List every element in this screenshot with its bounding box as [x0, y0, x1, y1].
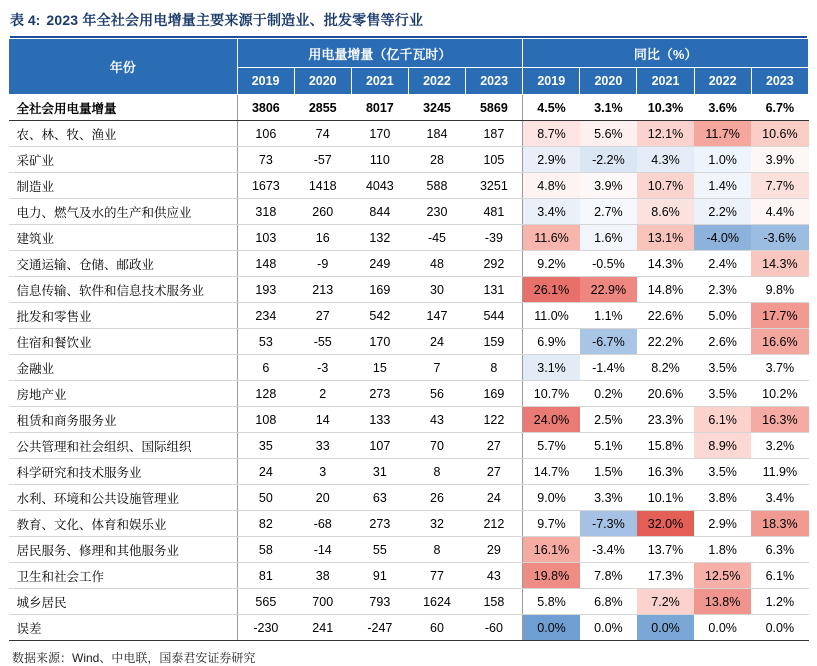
- cell-yoy-2020: 3.1%: [580, 95, 637, 121]
- cell-volume-2019: 193: [237, 277, 294, 303]
- header-row-groups: [9, 39, 809, 68]
- cell-volume-2022: 8: [408, 459, 465, 485]
- cell-volume-2020: 213: [294, 277, 351, 303]
- table-row: [9, 121, 809, 147]
- cell-volume-2019: 565: [237, 589, 294, 615]
- cell-yoy-2019: 4.8%: [523, 173, 580, 199]
- cell-yoy-2019: 3.4%: [523, 199, 580, 225]
- cell-yoy-2023: 10.6%: [751, 121, 808, 147]
- cell-yoy-2021: 10.3%: [637, 95, 694, 121]
- cell-yoy-2022: 11.7%: [694, 121, 751, 147]
- table-row: [9, 277, 809, 303]
- cell-volume-2022: 7: [408, 355, 465, 381]
- cell-volume-2020: -9: [294, 251, 351, 277]
- cell-yoy-2022: 3.5%: [694, 355, 751, 381]
- cell-yoy-2023: 18.3%: [751, 511, 808, 537]
- table-header: [9, 39, 809, 95]
- table-row: [9, 615, 809, 641]
- cell-yoy-2021: 23.3%: [637, 407, 694, 433]
- table-row: [9, 173, 809, 199]
- row-industry-name: 居民服务、修理和其他服务业: [9, 537, 238, 563]
- cell-volume-2021: 31: [351, 459, 408, 485]
- cell-volume-2019: 148: [237, 251, 294, 277]
- row-industry-name: 金融业: [9, 355, 238, 381]
- row-industry-name: 住宿和餐饮业: [9, 329, 238, 355]
- cell-volume-2021: 273: [351, 511, 408, 537]
- cell-yoy-2022: 12.5%: [694, 563, 751, 589]
- cell-volume-2019: 58: [237, 537, 294, 563]
- table-title: [8, 10, 809, 36]
- cell-volume-2020: 14: [294, 407, 351, 433]
- electricity-growth-table: [8, 38, 809, 641]
- cell-yoy-2020: 2.7%: [580, 199, 637, 225]
- cell-volume-2021: 273: [351, 381, 408, 407]
- cell-volume-2023: 158: [466, 589, 523, 615]
- cell-yoy-2023: 7.7%: [751, 173, 808, 199]
- cell-yoy-2023: 0.0%: [751, 615, 808, 641]
- cell-volume-2020: 700: [294, 589, 351, 615]
- table-row: [9, 433, 809, 459]
- cell-volume-2023: 27: [466, 433, 523, 459]
- cell-yoy-2020: 2.5%: [580, 407, 637, 433]
- row-industry-name: 租赁和商务服务业: [9, 407, 238, 433]
- cell-volume-2022: 8: [408, 537, 465, 563]
- cell-volume-2021: 132: [351, 225, 408, 251]
- cell-yoy-2020: -6.7%: [580, 329, 637, 355]
- cell-yoy-2020: 5.6%: [580, 121, 637, 147]
- cell-yoy-2022: 2.2%: [694, 199, 751, 225]
- cell-volume-2023: 105: [466, 147, 523, 173]
- row-industry-name: 水利、环境和公共设施管理业: [9, 485, 238, 511]
- cell-volume-2019: 6: [237, 355, 294, 381]
- row-industry-name: 建筑业: [9, 225, 238, 251]
- row-industry-name: 科学研究和技术服务业: [9, 459, 238, 485]
- cell-volume-2023: 169: [466, 381, 523, 407]
- cell-yoy-2022: -4.0%: [694, 225, 751, 251]
- cell-volume-2020: 241: [294, 615, 351, 641]
- cell-yoy-2023: 3.7%: [751, 355, 808, 381]
- cell-volume-2023: 159: [466, 329, 523, 355]
- cell-volume-2020: -55: [294, 329, 351, 355]
- cell-yoy-2020: 22.9%: [580, 277, 637, 303]
- cell-yoy-2021: 32.0%: [637, 511, 694, 537]
- cell-yoy-2020: -3.4%: [580, 537, 637, 563]
- cell-volume-2021: 249: [351, 251, 408, 277]
- cell-volume-2020: 1418: [294, 173, 351, 199]
- cell-yoy-2023: -3.6%: [751, 225, 808, 251]
- cell-yoy-2023: 11.9%: [751, 459, 808, 485]
- cell-yoy-2023: 6.7%: [751, 95, 808, 121]
- cell-volume-2022: 230: [408, 199, 465, 225]
- cell-yoy-2020: 0.2%: [580, 381, 637, 407]
- cell-yoy-2020: 1.1%: [580, 303, 637, 329]
- header-volume-2021: 2021: [351, 68, 408, 95]
- cell-yoy-2019: 4.5%: [523, 95, 580, 121]
- cell-yoy-2022: 3.5%: [694, 381, 751, 407]
- cell-volume-2020: 16: [294, 225, 351, 251]
- cell-volume-2019: 103: [237, 225, 294, 251]
- header-volume-2023: 2023: [466, 68, 523, 95]
- cell-volume-2022: 56: [408, 381, 465, 407]
- table-row: [9, 225, 809, 251]
- cell-volume-2020: 20: [294, 485, 351, 511]
- cell-volume-2023: 24: [466, 485, 523, 511]
- cell-yoy-2022: 3.6%: [694, 95, 751, 121]
- cell-volume-2019: 318: [237, 199, 294, 225]
- header-volume-2019: 2019: [237, 68, 294, 95]
- cell-volume-2023: 131: [466, 277, 523, 303]
- cell-volume-2023: 27: [466, 459, 523, 485]
- cell-yoy-2019: 26.1%: [523, 277, 580, 303]
- cell-yoy-2019: 11.6%: [523, 225, 580, 251]
- table-row: [9, 537, 809, 563]
- table-row: [9, 329, 809, 355]
- cell-yoy-2022: 3.5%: [694, 459, 751, 485]
- cell-volume-2022: 1624: [408, 589, 465, 615]
- cell-yoy-2020: 1.6%: [580, 225, 637, 251]
- cell-yoy-2021: 14.3%: [637, 251, 694, 277]
- cell-yoy-2023: 1.2%: [751, 589, 808, 615]
- row-industry-name: 采矿业: [9, 147, 238, 173]
- cell-volume-2021: -247: [351, 615, 408, 641]
- table-row: [9, 251, 809, 277]
- cell-volume-2021: 15: [351, 355, 408, 381]
- cell-yoy-2022: 3.8%: [694, 485, 751, 511]
- cell-volume-2020: 38: [294, 563, 351, 589]
- cell-yoy-2023: 3.4%: [751, 485, 808, 511]
- table-row: [9, 147, 809, 173]
- cell-volume-2020: -57: [294, 147, 351, 173]
- cell-yoy-2019: 6.9%: [523, 329, 580, 355]
- cell-volume-2021: 63: [351, 485, 408, 511]
- cell-yoy-2020: -2.2%: [580, 147, 637, 173]
- cell-yoy-2023: 16.6%: [751, 329, 808, 355]
- cell-yoy-2021: 20.6%: [637, 381, 694, 407]
- cell-yoy-2022: 1.8%: [694, 537, 751, 563]
- cell-volume-2021: 793: [351, 589, 408, 615]
- cell-volume-2022: 184: [408, 121, 465, 147]
- cell-volume-2021: 55: [351, 537, 408, 563]
- cell-yoy-2019: 16.1%: [523, 537, 580, 563]
- cell-yoy-2019: 24.0%: [523, 407, 580, 433]
- cell-volume-2021: 91: [351, 563, 408, 589]
- row-industry-name: 卫生和社会工作: [9, 563, 238, 589]
- table-container: [8, 38, 809, 641]
- header-volume-2022: 2022: [408, 68, 465, 95]
- row-industry-name: 公共管理和社会组织、国际组织: [9, 433, 238, 459]
- cell-volume-2021: 844: [351, 199, 408, 225]
- cell-volume-2022: 60: [408, 615, 465, 641]
- cell-volume-2021: 170: [351, 121, 408, 147]
- cell-volume-2019: 81: [237, 563, 294, 589]
- cell-yoy-2020: -1.4%: [580, 355, 637, 381]
- cell-yoy-2020: 3.3%: [580, 485, 637, 511]
- cell-volume-2021: 542: [351, 303, 408, 329]
- row-industry-name: 电力、燃气及水的生产和供应业: [9, 199, 238, 225]
- cell-volume-2019: 128: [237, 381, 294, 407]
- header-yoy-2022: 2022: [694, 68, 751, 95]
- cell-volume-2020: 3: [294, 459, 351, 485]
- cell-volume-2020: 2: [294, 381, 351, 407]
- cell-yoy-2020: 7.8%: [580, 563, 637, 589]
- cell-volume-2019: 82: [237, 511, 294, 537]
- table-body: [9, 95, 809, 641]
- cell-yoy-2019: 8.7%: [523, 121, 580, 147]
- cell-volume-2020: 27: [294, 303, 351, 329]
- cell-volume-2023: 187: [466, 121, 523, 147]
- cell-yoy-2021: 22.6%: [637, 303, 694, 329]
- cell-volume-2019: 1673: [237, 173, 294, 199]
- cell-volume-2019: 50: [237, 485, 294, 511]
- cell-yoy-2021: 10.7%: [637, 173, 694, 199]
- cell-yoy-2019: 2.9%: [523, 147, 580, 173]
- cell-volume-2022: -45: [408, 225, 465, 251]
- cell-yoy-2021: 15.8%: [637, 433, 694, 459]
- cell-yoy-2022: 8.9%: [694, 433, 751, 459]
- cell-volume-2021: 133: [351, 407, 408, 433]
- cell-yoy-2019: 19.8%: [523, 563, 580, 589]
- table-row: [9, 381, 809, 407]
- cell-yoy-2019: 0.0%: [523, 615, 580, 641]
- cell-volume-2023: 43: [466, 563, 523, 589]
- header-yoy-2021: 2021: [637, 68, 694, 95]
- source-note: 数据来源：Wind、中电联，国泰君安证券研究: [12, 651, 256, 665]
- cell-volume-2020: -14: [294, 537, 351, 563]
- cell-yoy-2023: 9.8%: [751, 277, 808, 303]
- cell-volume-2023: 212: [466, 511, 523, 537]
- cell-volume-2023: 544: [466, 303, 523, 329]
- cell-yoy-2019: 3.1%: [523, 355, 580, 381]
- cell-yoy-2019: 5.8%: [523, 589, 580, 615]
- cell-yoy-2023: 3.2%: [751, 433, 808, 459]
- cell-yoy-2021: 8.2%: [637, 355, 694, 381]
- cell-volume-2023: 3251: [466, 173, 523, 199]
- cell-volume-2022: 28: [408, 147, 465, 173]
- cell-yoy-2023: 16.3%: [751, 407, 808, 433]
- cell-yoy-2021: 10.1%: [637, 485, 694, 511]
- table-row: [9, 511, 809, 537]
- cell-yoy-2019: 9.0%: [523, 485, 580, 511]
- cell-volume-2019: 234: [237, 303, 294, 329]
- cell-yoy-2023: 10.2%: [751, 381, 808, 407]
- cell-volume-2019: 3806: [237, 95, 294, 121]
- header-volume-2020: 2020: [294, 68, 351, 95]
- cell-volume-2022: 48: [408, 251, 465, 277]
- cell-volume-2022: 588: [408, 173, 465, 199]
- cell-yoy-2020: -7.3%: [580, 511, 637, 537]
- cell-yoy-2022: 5.0%: [694, 303, 751, 329]
- cell-volume-2023: 29: [466, 537, 523, 563]
- table-row: [9, 303, 809, 329]
- cell-volume-2019: 108: [237, 407, 294, 433]
- cell-volume-2019: 73: [237, 147, 294, 173]
- row-industry-name: 房地产业: [9, 381, 238, 407]
- cell-yoy-2021: 8.6%: [637, 199, 694, 225]
- cell-yoy-2021: 13.7%: [637, 537, 694, 563]
- row-industry-name: 全社会用电量增量: [9, 95, 238, 121]
- cell-yoy-2020: 1.5%: [580, 459, 637, 485]
- cell-yoy-2021: 4.3%: [637, 147, 694, 173]
- cell-volume-2022: 24: [408, 329, 465, 355]
- cell-volume-2019: 106: [237, 121, 294, 147]
- cell-yoy-2022: 1.0%: [694, 147, 751, 173]
- cell-volume-2021: 170: [351, 329, 408, 355]
- cell-yoy-2019: 9.7%: [523, 511, 580, 537]
- cell-volume-2020: 260: [294, 199, 351, 225]
- cell-yoy-2022: 2.4%: [694, 251, 751, 277]
- header-yoy-2023: 2023: [751, 68, 808, 95]
- row-industry-name: 批发和零售业: [9, 303, 238, 329]
- cell-volume-2019: -230: [237, 615, 294, 641]
- cell-yoy-2023: 17.7%: [751, 303, 808, 329]
- row-industry-name: 制造业: [9, 173, 238, 199]
- table-row: [9, 459, 809, 485]
- cell-volume-2021: 169: [351, 277, 408, 303]
- cell-volume-2023: -39: [466, 225, 523, 251]
- cell-yoy-2020: 3.9%: [580, 173, 637, 199]
- table-row: [9, 563, 809, 589]
- cell-volume-2023: 8: [466, 355, 523, 381]
- table-row: [9, 407, 809, 433]
- table-title-label: 表 4:: [10, 12, 41, 28]
- cell-yoy-2021: 7.2%: [637, 589, 694, 615]
- cell-volume-2022: 32: [408, 511, 465, 537]
- table-row: [9, 485, 809, 511]
- cell-yoy-2023: 4.4%: [751, 199, 808, 225]
- cell-yoy-2021: 12.1%: [637, 121, 694, 147]
- table-row: [9, 355, 809, 381]
- cell-volume-2022: 30: [408, 277, 465, 303]
- header-yoy-2019: 2019: [523, 68, 580, 95]
- cell-volume-2019: 53: [237, 329, 294, 355]
- cell-yoy-2021: 22.2%: [637, 329, 694, 355]
- row-industry-name: 信息传输、软件和信息技术服务业: [9, 277, 238, 303]
- cell-volume-2020: 33: [294, 433, 351, 459]
- cell-volume-2023: -60: [466, 615, 523, 641]
- cell-yoy-2022: 1.4%: [694, 173, 751, 199]
- table-title-text: 2023 年全社会用电增量主要来源于制造业、批发零售等行业: [46, 12, 424, 28]
- header-year-col: 年份: [9, 39, 238, 95]
- cell-yoy-2019: 10.7%: [523, 381, 580, 407]
- cell-yoy-2021: 17.3%: [637, 563, 694, 589]
- cell-volume-2020: 74: [294, 121, 351, 147]
- cell-yoy-2022: 2.3%: [694, 277, 751, 303]
- cell-volume-2022: 3245: [408, 95, 465, 121]
- cell-yoy-2023: 6.3%: [751, 537, 808, 563]
- cell-yoy-2022: 2.6%: [694, 329, 751, 355]
- cell-yoy-2022: 2.9%: [694, 511, 751, 537]
- cell-volume-2022: 77: [408, 563, 465, 589]
- cell-yoy-2020: -0.5%: [580, 251, 637, 277]
- table-row: [9, 589, 809, 615]
- row-industry-name: 交通运输、仓储、邮政业: [9, 251, 238, 277]
- cell-volume-2022: 26: [408, 485, 465, 511]
- cell-volume-2023: 481: [466, 199, 523, 225]
- cell-yoy-2021: 14.8%: [637, 277, 694, 303]
- cell-volume-2019: 35: [237, 433, 294, 459]
- cell-yoy-2019: 5.7%: [523, 433, 580, 459]
- cell-yoy-2021: 16.3%: [637, 459, 694, 485]
- cell-volume-2022: 147: [408, 303, 465, 329]
- cell-volume-2021: 8017: [351, 95, 408, 121]
- cell-yoy-2023: 6.1%: [751, 563, 808, 589]
- table-row: [9, 95, 809, 121]
- cell-yoy-2020: 0.0%: [580, 615, 637, 641]
- cell-yoy-2023: 3.9%: [751, 147, 808, 173]
- cell-yoy-2020: 5.1%: [580, 433, 637, 459]
- row-industry-name: 农、林、牧、渔业: [9, 121, 238, 147]
- cell-volume-2021: 110: [351, 147, 408, 173]
- cell-yoy-2019: 9.2%: [523, 251, 580, 277]
- cell-volume-2020: -3: [294, 355, 351, 381]
- row-industry-name: 误差: [9, 615, 238, 641]
- row-industry-name: 教育、文化、体育和娱乐业: [9, 511, 238, 537]
- cell-yoy-2021: 13.1%: [637, 225, 694, 251]
- cell-yoy-2020: 6.8%: [580, 589, 637, 615]
- cell-volume-2019: 24: [237, 459, 294, 485]
- cell-yoy-2023: 14.3%: [751, 251, 808, 277]
- cell-yoy-2019: 14.7%: [523, 459, 580, 485]
- cell-volume-2023: 122: [466, 407, 523, 433]
- cell-yoy-2021: 0.0%: [637, 615, 694, 641]
- cell-volume-2022: 70: [408, 433, 465, 459]
- cell-volume-2021: 107: [351, 433, 408, 459]
- cell-volume-2020: -68: [294, 511, 351, 537]
- cell-yoy-2022: 13.8%: [694, 589, 751, 615]
- cell-volume-2023: 292: [466, 251, 523, 277]
- header-group-yoy: 同比（%）: [523, 39, 809, 68]
- cell-volume-2023: 5869: [466, 95, 523, 121]
- header-yoy-2020: 2020: [580, 68, 637, 95]
- cell-yoy-2019: 11.0%: [523, 303, 580, 329]
- header-group-volume: 用电量增量（亿千瓦时）: [237, 39, 523, 68]
- table-row: [9, 199, 809, 225]
- cell-volume-2020: 2855: [294, 95, 351, 121]
- row-industry-name: 城乡居民: [9, 589, 238, 615]
- cell-yoy-2022: 6.1%: [694, 407, 751, 433]
- cell-volume-2021: 4043: [351, 173, 408, 199]
- cell-yoy-2022: 0.0%: [694, 615, 751, 641]
- cell-volume-2022: 43: [408, 407, 465, 433]
